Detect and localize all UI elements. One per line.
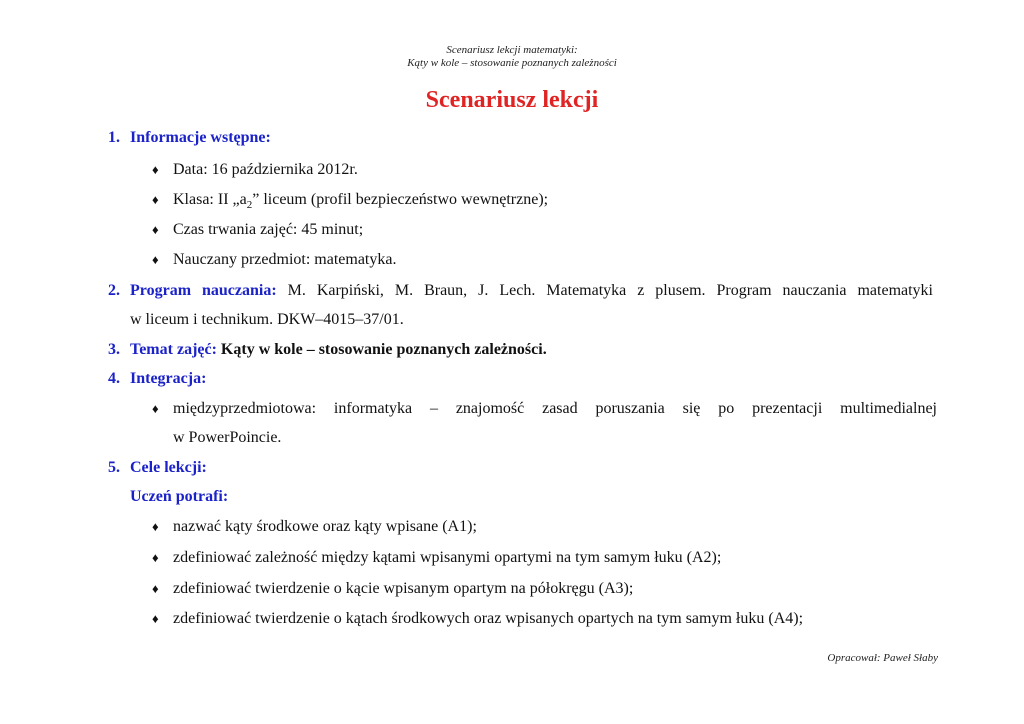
section-5-number: 5. [108, 459, 120, 476]
goal-a3: zdefiniować twierdzenie o kącie wpisanym opartym na półokręgu (A3); [173, 580, 634, 597]
info-duration: Czas trwania zajęć: 45 minut; [173, 221, 364, 238]
section-2-heading: Program nauczania: [130, 282, 277, 299]
section-4-heading-text: Integracja: [130, 370, 207, 387]
integration-line-1: międzyprzedmiotowa: informatyka – znajomość zasad poruszania się po prezentacji multimedialnej [173, 400, 937, 417]
running-header-line-2: Kąty w kole – stosowanie poznanych zależności [407, 57, 617, 69]
section-5-subheading [130, 488, 228, 506]
section-2-line-1 [130, 282, 933, 300]
section-3-topic: Kąty w kole – stosowanie poznanych zależności. [220, 341, 547, 358]
section-4-heading [130, 370, 206, 388]
section-4-number: 4. [108, 370, 120, 387]
author-footer: Opracował: Paweł Słaby [827, 652, 938, 664]
section-2-number: 2. [108, 282, 120, 299]
diamond-bullet-icon: ♦ [152, 401, 159, 416]
info-subject: Nauczany przedmiot: matematyka. [173, 251, 397, 268]
diamond-bullet-icon: ♦ [152, 252, 159, 267]
section-2-line-2: w liceum i technikum. DKW–4015–37/01. [130, 311, 404, 328]
info-class-sub: 2 [246, 199, 253, 212]
running-header-line-1: Scenariusz lekcji matematyki: [446, 44, 578, 56]
section-1-heading [130, 129, 271, 147]
goal-a1: nazwać kąty środkowe oraz kąty wpisane (A1); [173, 518, 477, 535]
info-class-pre: Klasa: II „a [173, 191, 247, 208]
section-3-number: 3. [108, 341, 120, 358]
diamond-bullet-icon: ♦ [152, 192, 159, 207]
info-class [173, 191, 548, 214]
info-class-post: ” liceum (profil bezpieczeństwo wewnętrzne); [252, 191, 549, 208]
section-5-subheading-text: Uczeń potrafi: [130, 488, 229, 505]
section-3-line [130, 341, 547, 359]
diamond-bullet-icon: ♦ [152, 519, 159, 534]
page-title: Scenariusz lekcji [425, 87, 599, 113]
section-2-text-1: M. Karpiński, M. Braun, J. Lech. Matematyka z plusem. Program nauczania matematyki [287, 282, 934, 299]
diamond-bullet-icon: ♦ [152, 162, 159, 177]
diamond-bullet-icon: ♦ [152, 222, 159, 237]
info-date: Data: 16 października 2012r. [173, 161, 358, 178]
goal-a4: zdefiniować twierdzenie o kątach środkowych oraz wpisanych opartych na tym samym łuku (A4); [173, 610, 804, 627]
section-5-heading [130, 459, 207, 477]
integration-line-2: w PowerPoincie. [173, 429, 282, 446]
section-1-heading-text: Informacje wstępne: [130, 129, 271, 146]
goal-a2: zdefiniować zależność między kątami wpisanymi opartymi na tym samym łuku (A2); [173, 549, 722, 566]
section-5-heading-text: Cele lekcji: [130, 459, 207, 476]
section-3-heading: Temat zajęć: [130, 341, 217, 358]
section-1-number: 1. [108, 129, 120, 146]
diamond-bullet-icon: ♦ [152, 611, 159, 626]
diamond-bullet-icon: ♦ [152, 581, 159, 596]
diamond-bullet-icon: ♦ [152, 550, 159, 565]
